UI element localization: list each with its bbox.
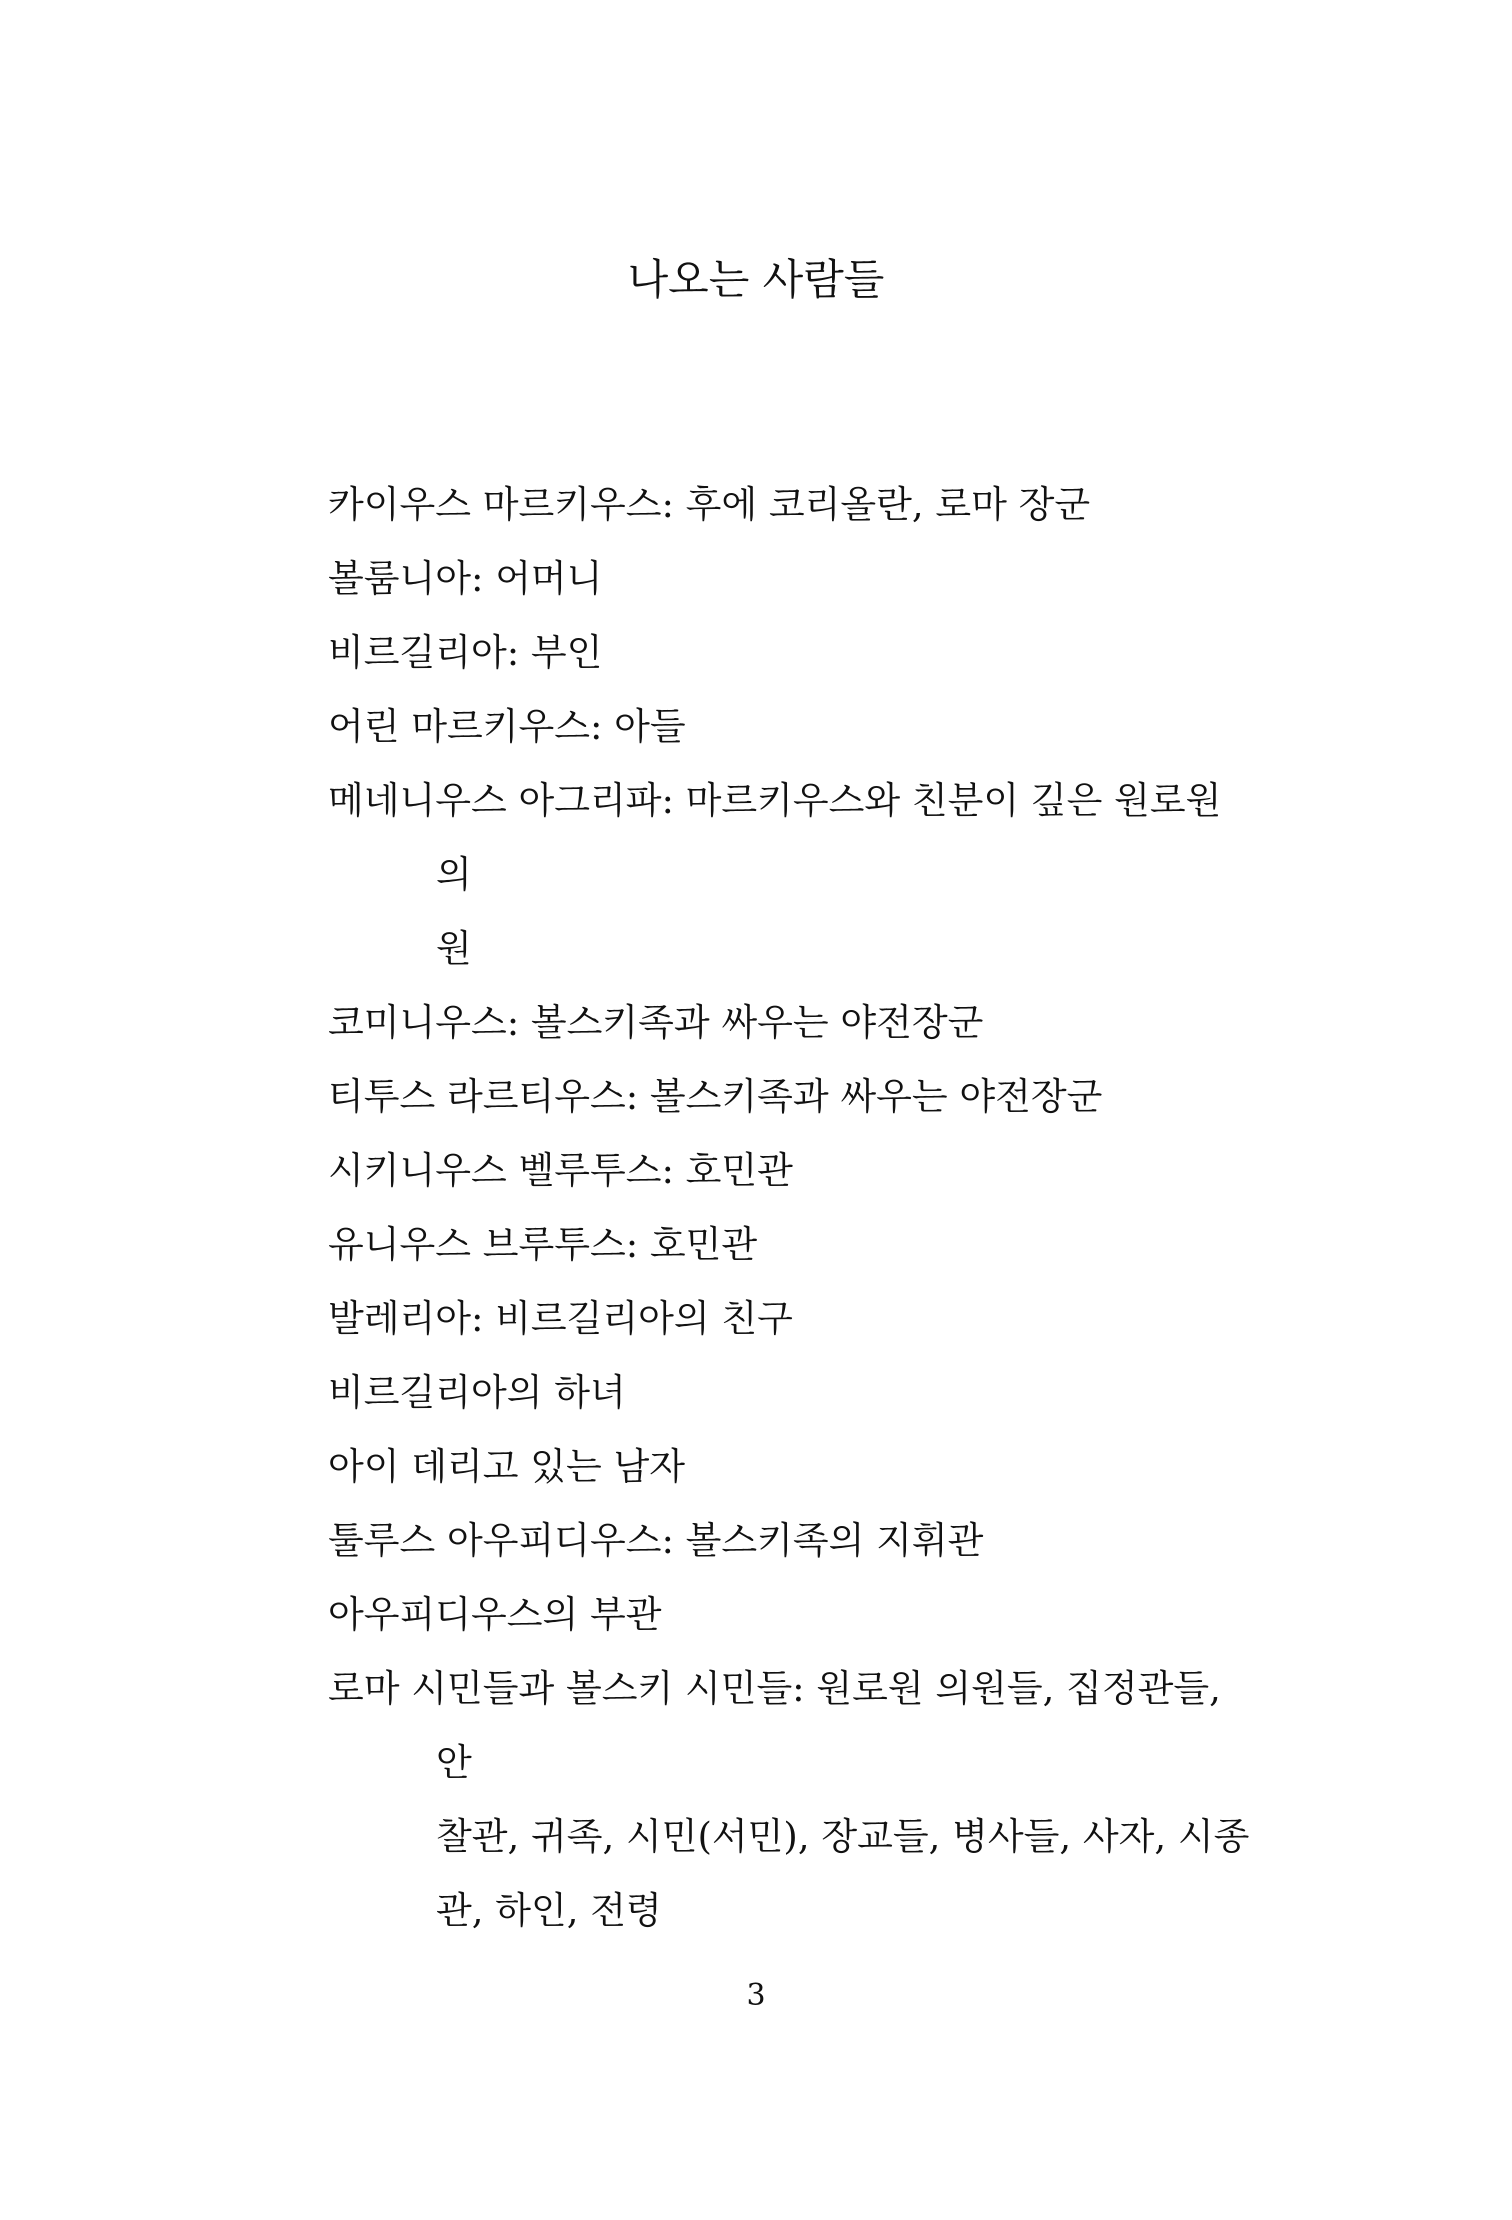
cast-entry xyxy=(328,468,1268,542)
cast-entry-text: 볼룸니아: 어머니 xyxy=(328,557,603,600)
cast-entry-text: 어린 마르키우스: 아들 xyxy=(328,705,686,748)
cast-entry-continuation: 찰관, 귀족, 시민(서민), 장교들, 병사들, 사자, 시종 xyxy=(436,1815,1250,1858)
cast-entry xyxy=(328,986,1268,1060)
cast-entry xyxy=(328,1578,1268,1652)
cast-entry-continuation: 관, 하인, 전령 xyxy=(436,1889,662,1932)
cast-entry xyxy=(328,690,1268,764)
cast-entry-text: 비르길리아: 부인 xyxy=(328,631,603,674)
cast-entry-text: 발레리아: 비르길리아의 친구 xyxy=(328,1297,793,1340)
cast-entry-text: 티투스 라르티우스: 볼스키족과 싸우는 야전장군 xyxy=(328,1075,1103,1118)
cast-list xyxy=(328,468,1268,1948)
page-title: 나오는 사람들 xyxy=(627,255,885,304)
cast-entry-text: 유니우스 브루투스: 호민관 xyxy=(328,1223,758,1266)
cast-entry-text: 아우피디우스의 부관 xyxy=(328,1593,662,1636)
cast-entry xyxy=(328,1060,1268,1134)
cast-entry-continuation: 원 xyxy=(436,927,472,970)
cast-entry xyxy=(328,542,1268,616)
cast-entry xyxy=(328,616,1268,690)
cast-entry-text: 시키니우스 벨루투스: 호민관 xyxy=(328,1149,793,1192)
cast-entry xyxy=(328,1652,1268,1948)
cast-entry-text: 비르길리아의 하녀 xyxy=(328,1371,626,1414)
cast-entry xyxy=(328,1430,1268,1504)
page-number: 3 xyxy=(746,1978,766,2013)
cast-entry-text: 코미니우스: 볼스키족과 싸우는 야전장군 xyxy=(328,1001,984,1044)
cast-entry-text: 아이 데리고 있는 남자 xyxy=(328,1445,685,1488)
cast-entry-text: 메네니우스 아그리파: 마르키우스와 친분이 깊은 원로원 의 xyxy=(328,779,1222,896)
cast-entry-text: 카이우스 마르키우스: 후에 코리올란, 로마 장군 xyxy=(328,483,1091,526)
cast-entry xyxy=(328,1282,1268,1356)
cast-entry xyxy=(328,764,1268,986)
cast-entry-text: 툴루스 아우피디우스: 볼스키족의 지휘관 xyxy=(328,1519,984,1562)
cast-entry xyxy=(328,1208,1268,1282)
cast-entry xyxy=(328,1134,1268,1208)
cast-entry-text: 로마 시민들과 볼스키 시민들: 원로원 의원들, 집정관들, 안 xyxy=(328,1667,1221,1784)
cast-entry xyxy=(328,1504,1268,1578)
cast-entry xyxy=(328,1356,1268,1430)
